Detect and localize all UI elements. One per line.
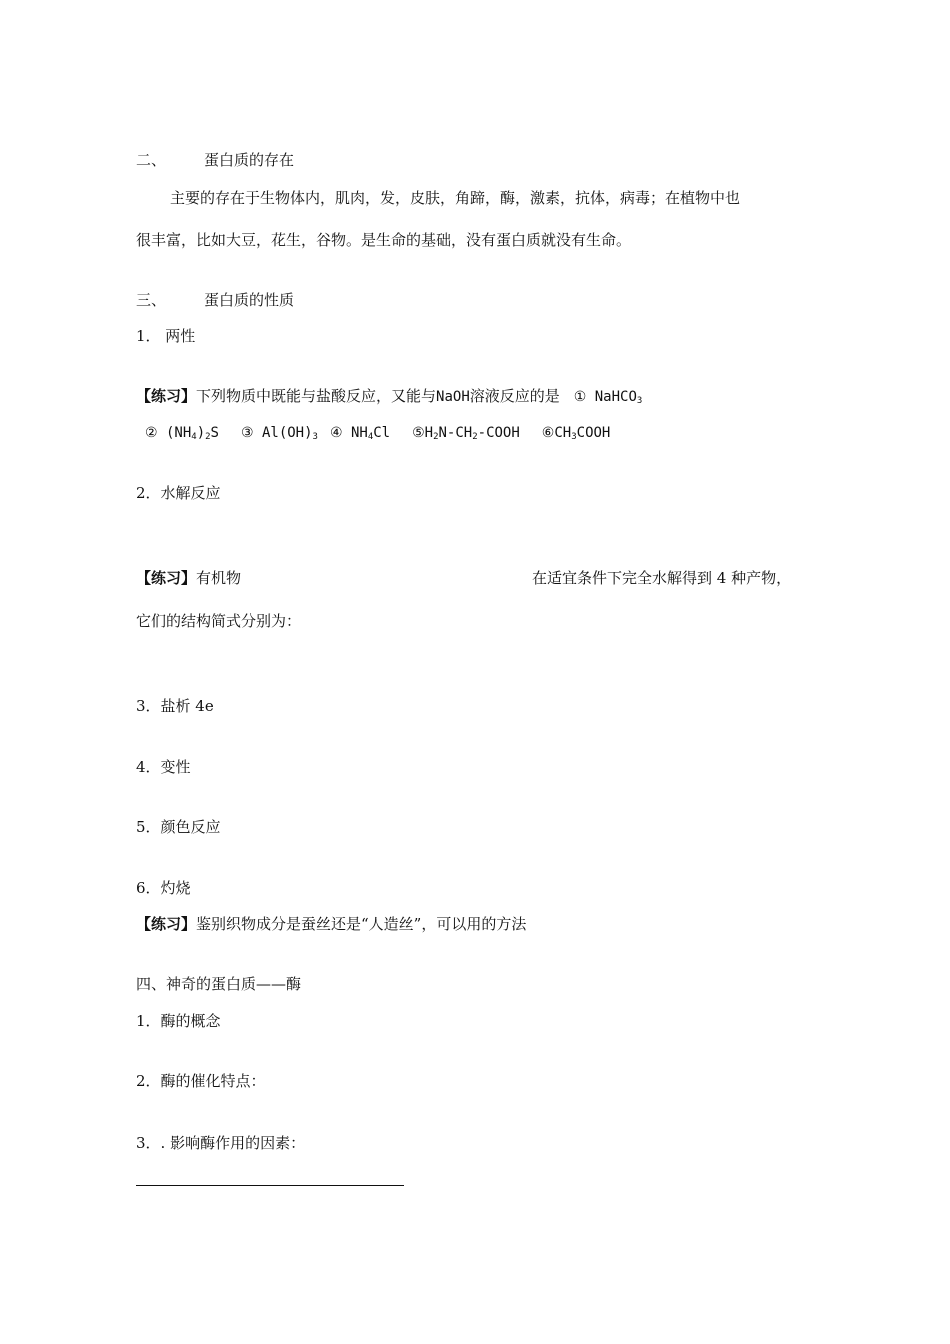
- choice-5-text: N-CH: [438, 425, 473, 441]
- paragraph-line-2: 很丰富，比如大豆，花生，谷物。是生命的基础，没有蛋白质就没有生命。: [136, 231, 632, 249]
- exercise-tag: 【练习】: [136, 387, 197, 405]
- item-4: 4．变性: [136, 758, 191, 776]
- naoh: NaOH: [436, 389, 470, 405]
- choice-5-text: ⑤H: [412, 425, 434, 441]
- exercise-3: [136, 914, 526, 934]
- choice-6-text: COOH: [576, 425, 611, 441]
- exercise-1-line-1: [136, 386, 642, 411]
- choice-4-text: Cl: [373, 425, 391, 441]
- subscript: 3: [312, 432, 318, 442]
- subscript: 2: [433, 432, 439, 442]
- exercise-text: 溶液反应的是: [469, 387, 560, 405]
- item-1: 1． 两性: [136, 327, 196, 345]
- section-4-heading: 四、神奇的蛋白质——酶: [136, 975, 302, 993]
- item-6: 6．灼烧: [136, 879, 191, 897]
- item-3: 3．盐析 4e: [136, 697, 214, 715]
- choice-2-text: ② (NH: [145, 425, 192, 441]
- exercise-2-line-1: [136, 568, 241, 588]
- subscript: 4: [191, 432, 197, 442]
- exercise-text: 下列物质中既能与盐酸反应，又能与: [196, 387, 437, 405]
- exercise-2-line-1-cont: 在适宜条件下完全水解得到 4 种产物，: [532, 569, 792, 587]
- exercise-tag: 【练习】: [136, 915, 197, 933]
- subscript: 4: [367, 432, 374, 442]
- exercise-tag: 【练习】: [136, 569, 197, 587]
- enzyme-item-2: 2．酶的催化特点：: [136, 1072, 266, 1090]
- choice-1-text: ① NaHCO: [573, 389, 637, 405]
- item-5: 5．颜色反应: [136, 818, 221, 836]
- choice-4-text: ④ NH: [329, 425, 368, 441]
- enzyme-item-3: 3．. 影响酶作用的因素：: [136, 1134, 306, 1152]
- section-title: 蛋白质的存在: [204, 151, 295, 169]
- paragraph-line-1: 主要的存在于生物体内，肌肉，发，皮肤，角蹄，酶，激素，抗体，病毒；在植物中也: [170, 189, 741, 207]
- choice-3: [241, 425, 318, 441]
- subscript: 3: [571, 432, 577, 442]
- subscript: 2: [472, 432, 478, 442]
- choice-5-text: -COOH: [477, 425, 520, 441]
- exercise-text: 鉴别织物成分是蚕丝还是“人造丝”，可以用的方法: [196, 915, 527, 933]
- exercise-text: 有机物: [196, 569, 242, 587]
- choice-2-text: S: [210, 425, 219, 441]
- section-number: 二、: [136, 151, 167, 169]
- item-2: 2．水解反应: [136, 484, 221, 502]
- section-3-heading: [136, 290, 294, 310]
- choice-2: [145, 425, 219, 441]
- choice-6-text: ⑥CH: [541, 425, 572, 441]
- section-number: 三、: [136, 291, 167, 309]
- choice-2-text: ): [196, 425, 206, 441]
- subscript: 3: [636, 396, 643, 406]
- enzyme-item-1: 1．酶的概念: [136, 1012, 221, 1030]
- subscript: 2: [205, 432, 211, 442]
- footnote-divider: [136, 1185, 404, 1186]
- choice-6: [542, 425, 611, 441]
- choice-1: [574, 389, 643, 405]
- choice-5: [412, 425, 520, 441]
- choice-4: [330, 425, 390, 441]
- exercise-2-line-2: 它们的结构简式分别为：: [136, 612, 302, 630]
- exercise-1-line-2: [145, 423, 610, 447]
- section-title: 蛋白质的性质: [204, 291, 295, 309]
- choice-3-text: ③ Al(OH): [240, 425, 313, 441]
- section-2-heading: [136, 150, 294, 170]
